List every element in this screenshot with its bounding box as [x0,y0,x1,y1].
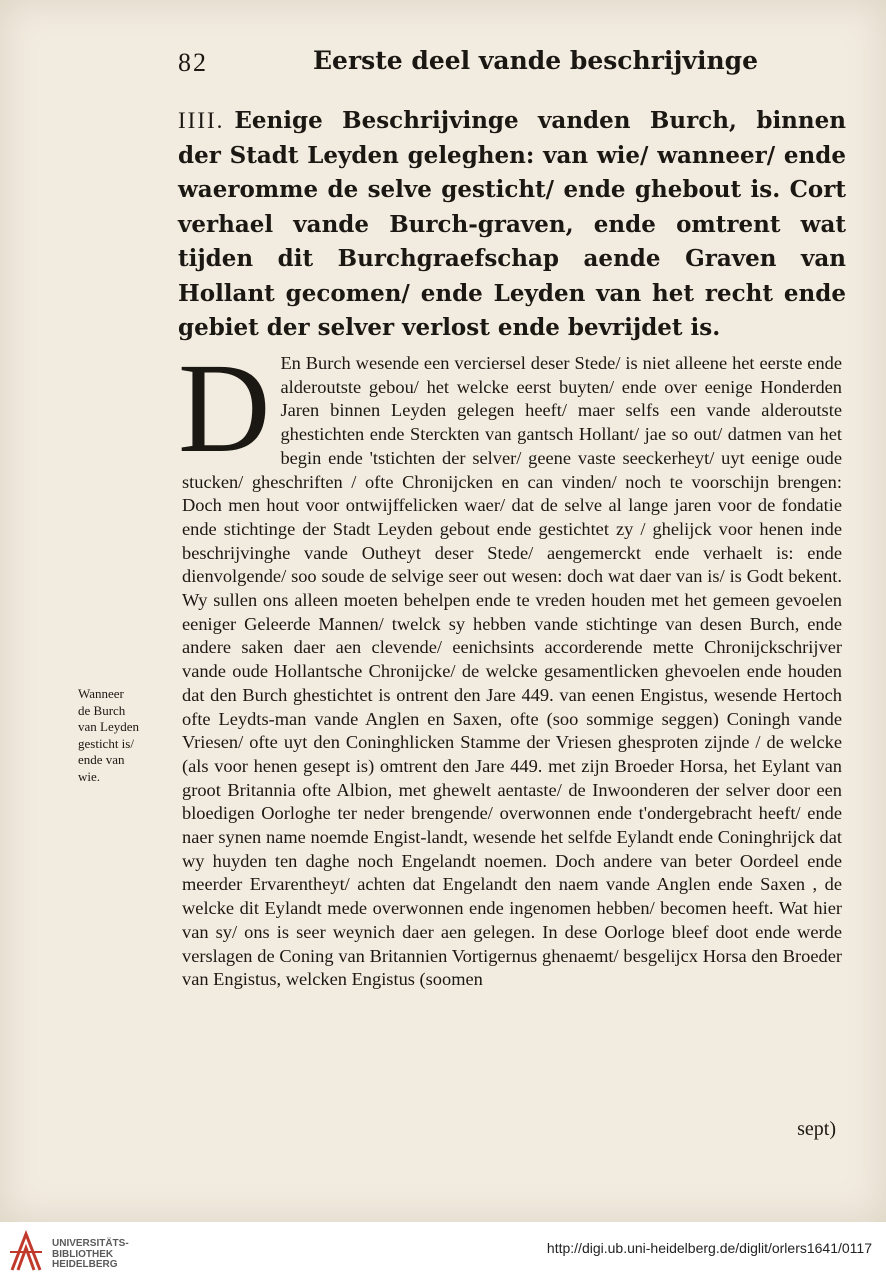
library-name[interactable] [52,1239,129,1271]
marginal-note [78,686,178,785]
marginal-line: van Leyden [78,719,140,734]
page-number: 82 [178,48,208,77]
chapter-number: IIII. [178,108,225,133]
body-text [178,337,842,992]
running-head [178,42,778,82]
marginal-line: ende van [78,752,125,767]
body-paragraph: En Burch wesende een verciersel deser Stede/ is niet alleene het eerste ende alderoutste gebou/ het welcke eerst buyten/ ende over eenige Honderden Jaren binnen Leyden gelegen heeft/ maer selfs een vande alderoutste ghestichten ende Sterckten van gantsch Hollant/ jae so out/ datmen van het begin ende 'tstichten der selver/ geene vaste seeckerheyt/ uyt eenige oude stucken/ gheschriften / ofte Chronijcken en can vinden/ noch te voorschijn brengen: Doch men hout voor ontwijffelicken waer/ dat de selve al lange jaren voor de fondatie ende stichtinge der Stadt Leyden gebout ende gestichtet zy / ghelijck voor henen inde beschrijvinghe vande Outheyt deser Stede/ aengemerckt ende verhaelt is: ende dienvolgende/ soo soude de selvige seer out wesen: doch wat daer van is/ is Godt bekent. Wy sullen ons alleen moeten behelpen ende te vreden houden met het gemeen gevoelen eeniger Geleerde Mannen/ twelck sy hebben vande stichtinge van desen Burch, ende andere saken daer aen clevende/ eenichsints accorderende mette Chronijckschrijver vande oude Hollantsche Chronijcke/ de welcke gesamentlicken ghevoelen ende houden dat den Burch ghestichtet is ontrent den Jare 449. van eenen Engistus, wesende Hertoch ofte Leydts-man vande Anglen en Saxen, ofte (soo sommige seggen) Coningh vande Vriesen/ ofte uyt den Coninghlicken Stamme der Vriesen ghesproten zijnde / de welcke (als voor henen gesept is) omtrent den Jare 449. met zijn Broeder Horsa, het Eylant van groot Britannia ofte Albion, met ghewelt aentaste/ de Inwoonderen der selver door een bloedigen Oorloghe ter neder brengende/ overwonnen ende t'ondergebracht heeft/ ende naer synen name noemde Engist-landt, wesende het selfde Eylandt ende Coninghrijck dat wy huyden ten daghe noch Engelandt noemen. Doch andere van beter Oordeel ende meerder Ervarentheyt/ achten dat Engelandt den naem vande Anglen ende Saxen , de welcke dit Eylandt mede overwonnen ende ingenomen hebben/ becomen heeft. Wat hier van sy/ ons is seer weynich daer aen gelegen. In dese Oorloge bleef doot ende werde verslagen de Coning van Britannien Vortigernus ghenaemt/ besgelijcx Horsa den Broeder van Engistus, welcken Engistus (soomen [182,353,842,990]
source-url-link[interactable]: http://digi.ub.uni-heidelberg.de/diglit/orlers1641/0117 [546,1240,872,1256]
running-title: Eerste deel vande beschrijvinge [313,46,759,75]
library-name-line: BIBLIOTHEK [52,1248,114,1260]
chapter-heading-text: Eenige Beschrijvinge vanden Burch, binnen der Stadt Leyden geleghen: van wie/ wanneer/ ende waeromme de selve gesticht/ ende ghebout is. Cort verhael vande Burch-graven, ende omtrent wat tijden dit Burchgraefschap aende Graven van Hollant gecomen/ ende Leyden van het recht ende gebiet der selver verlost ende bevrijdet is. [178,107,846,341]
chapter-heading [178,104,846,346]
catchword: sept) [797,1118,836,1140]
marginal-line: de Burch [78,702,126,718]
university-library-logo-icon[interactable] [8,1230,44,1274]
marginal-line: gesticht is/ [78,735,134,751]
library-name-line: UNIVERSITÄTS- [52,1238,129,1249]
marginal-line: wie. [78,768,101,784]
footer-bar [0,1222,886,1284]
library-name-line: HEIDELBERG [52,1259,118,1270]
marginal-line: Wanneer [78,686,124,701]
drop-cap: D [178,337,271,479]
